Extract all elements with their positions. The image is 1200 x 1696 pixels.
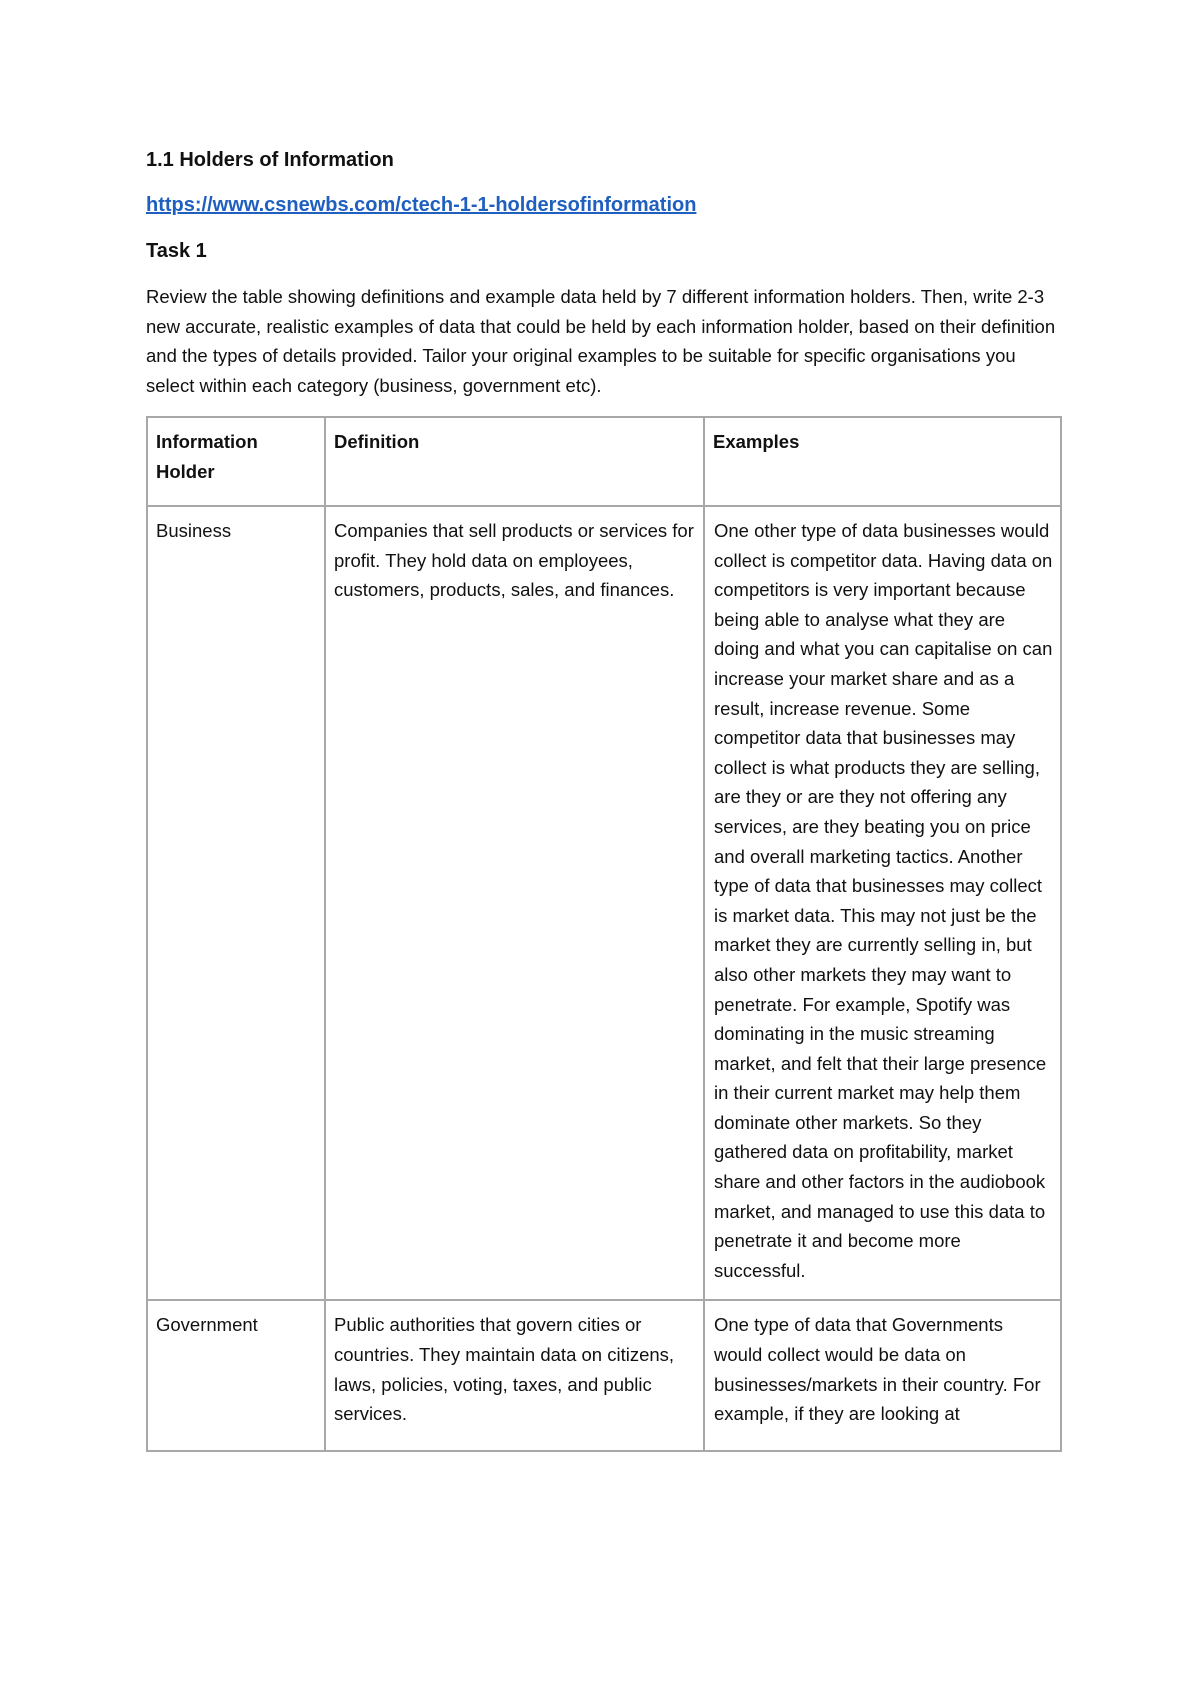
- definition-cell: Public authorities that govern cities or countries. They maintain data on citizens, laws, policies, voting, taxes, and public services.: [325, 1300, 704, 1451]
- holder-cell: Business: [147, 506, 325, 1300]
- source-link[interactable]: https://www.csnewbs.com/ctech-1-1-holdersofinformation: [146, 194, 697, 216]
- information-holders-table: [146, 416, 1062, 1452]
- page-title: 1.1 Holders of Information: [146, 149, 394, 171]
- table-row: [147, 506, 1061, 1300]
- header-definition: Definition: [325, 417, 704, 506]
- table-row: [147, 1300, 1061, 1451]
- task-label: Task 1: [146, 240, 207, 262]
- header-information-holder: Information Holder: [147, 417, 325, 506]
- header-examples: Examples: [704, 417, 1061, 506]
- table-header-row: [147, 417, 1061, 506]
- examples-cell[interactable]: One other type of data businesses would collect is competitor data. Having data on competitors is very important because being able to analyse what they are doing and what you can capitalise on can increase your market share and as a result, increase revenue. Some competitor data that businesses may collect is what products they are selling, are they or are they not offering any services, are they beating you on price and overall marketing tactics. Another type of data that businesses may collect is market data. This may not just be the market they are currently selling in, but also other markets they may want to penetrate. For example, Spotify was dominating in the music streaming market, and felt that their large presence in their current market may help them dominate other markets. So they gathered data on profitability, market share and other factors in the audiobook market, and managed to use this data to penetrate it and become more successful.: [704, 506, 1061, 1300]
- definition-cell: Companies that sell products or services for profit. They hold data on employees, customers, products, sales, and finances.: [325, 506, 704, 1300]
- task-instructions: Review the table showing definitions and example data held by 7 different information holders. Then, write 2-3 new accurate, realistic examples of data that could be held by each information holder, based on their definition and the types of details provided. Tailor your original examples to be suitable for specific organisations you select within each category (business, government etc).: [146, 286, 1056, 396]
- examples-cell[interactable]: One type of data that Governments would collect would be data on businesses/markets in their country. For example, if they are looking at: [704, 1300, 1061, 1451]
- holder-cell: Government: [147, 1300, 325, 1451]
